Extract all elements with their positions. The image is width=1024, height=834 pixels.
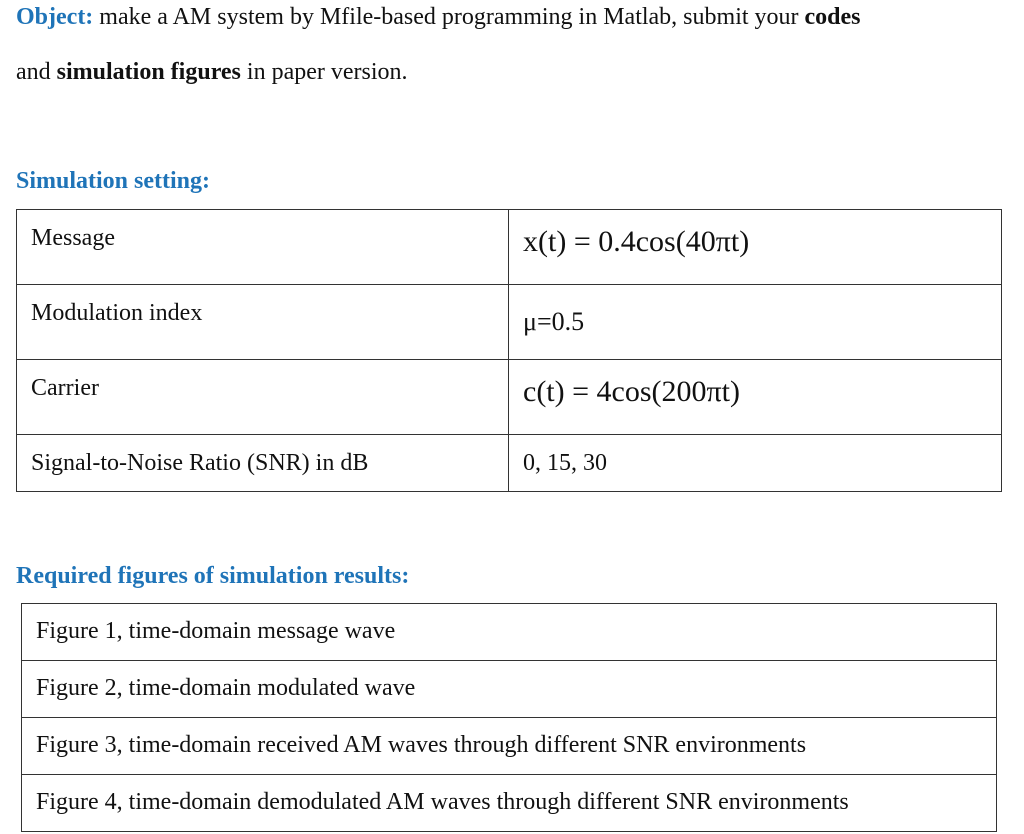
setting-value (509, 285, 1002, 360)
message-formula: x(t) = 0.4cos(40πt) (523, 225, 750, 258)
simulation-setting-heading: Simulation setting: (16, 168, 211, 194)
setting-value (509, 360, 1002, 435)
setting-value: 0, 15, 30 (509, 435, 1002, 492)
table-row (22, 775, 997, 832)
required-figures-table (21, 603, 997, 832)
simulation-setting-table (16, 209, 1002, 492)
table-row (22, 718, 997, 775)
setting-label: Modulation index (17, 285, 509, 360)
figure-item: Figure 3, time-domain received AM waves through different SNR environments (22, 718, 997, 775)
table-row (17, 285, 1002, 360)
object-paragraph-line2 (16, 57, 408, 87)
table-row (22, 604, 997, 661)
carrier-formula: c(t) = 4cos(200πt) (523, 375, 741, 408)
table-row (22, 661, 997, 718)
setting-label: Signal-to-Noise Ratio (SNR) in dB (17, 435, 509, 492)
table-row (17, 435, 1002, 492)
object-label: Object: (16, 4, 94, 30)
setting-label: Carrier (17, 360, 509, 435)
figure-item: Figure 4, time-domain demodulated AM waves through different SNR environments (22, 775, 997, 832)
object-text: make a AM system by Mfile-based programming in Matlab, submit your (93, 4, 805, 30)
table-row (17, 210, 1002, 285)
and-text: and (16, 59, 57, 85)
codes-text: codes (804, 4, 861, 30)
figure-item: Figure 1, time-domain message wave (22, 604, 997, 661)
object-paragraph-line1 (16, 2, 861, 32)
table-row (17, 360, 1002, 435)
modulation-index-formula: μ=0.5 (523, 307, 585, 336)
setting-value (509, 210, 1002, 285)
figure-item: Figure 2, time-domain modulated wave (22, 661, 997, 718)
setting-label: Message (17, 210, 509, 285)
simulation-figures-text: simulation figures (56, 59, 241, 85)
paper-version-text: in paper version. (240, 59, 408, 85)
required-figures-heading: Required figures of simulation results: (16, 563, 410, 589)
